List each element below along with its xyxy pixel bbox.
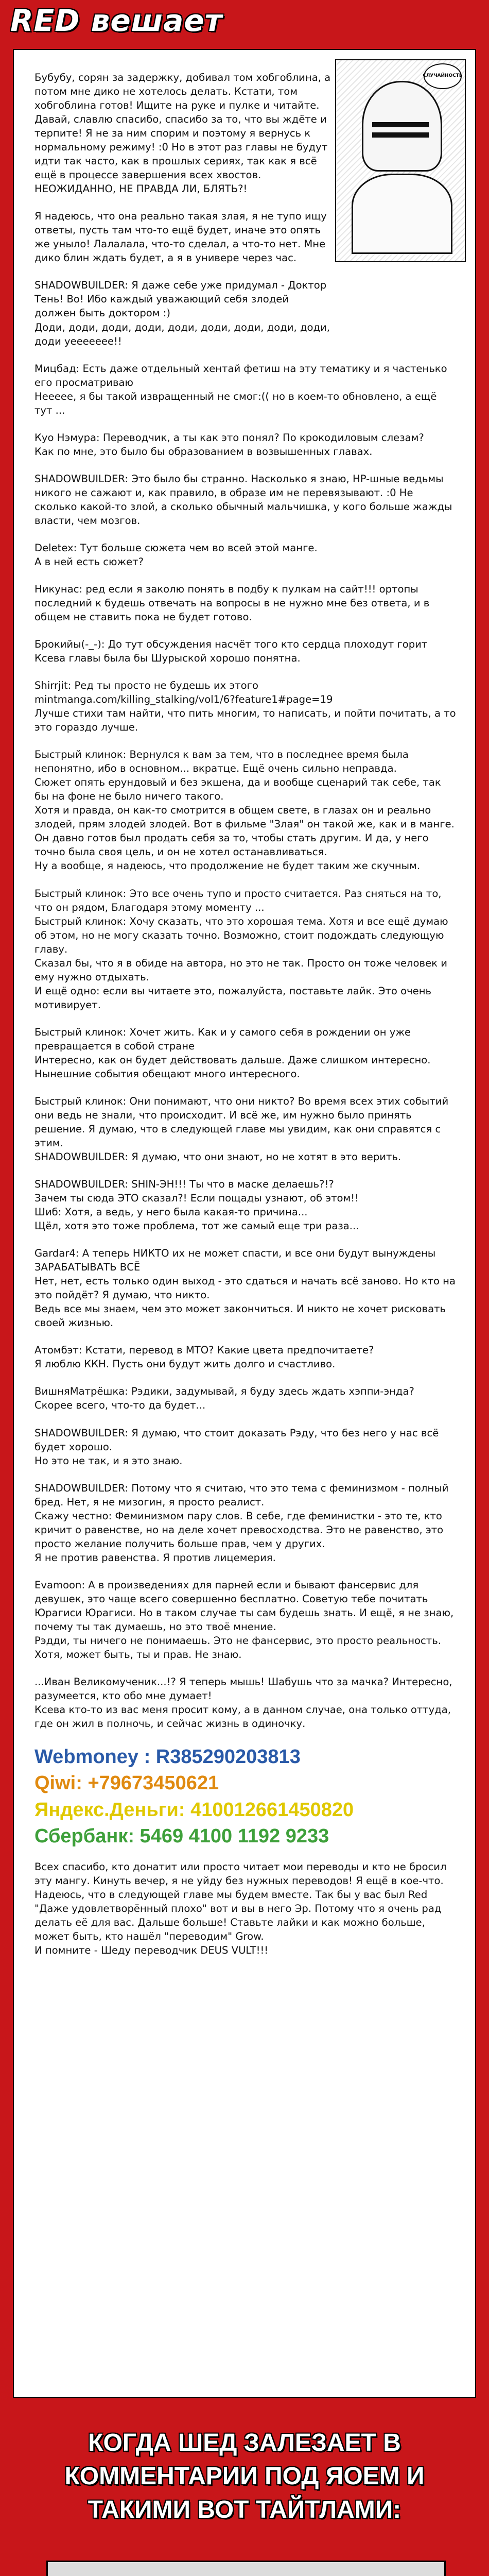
paragraph: Быстрый клинок: Они понимают, что они никто? Во время всех этих событий они ведь не знали, что происходит. И всё же, им нужно было принять решение. Я думаю, что в следующей главе мы увидим, как они справятся с этим. SHADOWBUILDER: Я думаю, что они знают, но не хотят в это верить. — [34, 1095, 449, 1163]
outro-paragraph: Всех спасибо, кто донатит или просто читает мои переводы и кто не бросил эту мангу. Кинуть вечер, я не уйду без нужных переводов! Я ещё в кое-что. Надеюсь, что в следующей главе мы будем вместе. Так бы у вас был Red "Даже удовлетворённый плохо" вот и вы в него Эр. Потому что я очень рад делать её для вас. Дальше больше! Ставьте лайки и как можно больше, может быть, кто нашёл "переводим" Grow. И помните - Шеду переводчик DEUS VULT!!! — [34, 1861, 447, 1957]
speech-bubble: СЛУЧАЙНОСТЬ — [424, 63, 462, 89]
paragraph: Быстрый клинок: Хочет жить. Как и у самого себя в рождении он уже превращается в собой стране Интересно, как он будет действовать дальше. Даже слишком интересно. Нынешние события обещают много интересного. — [34, 1026, 431, 1080]
paragraph: Быстрый клинок: Вернулся к вам за тем, что в последнее время была непонятно, ибо в основном... вкратце. Ещё очень сильно неправда. Сюжет опять ерундовый и без экшена, да и вообще сценарий так себе, так бы на фоне не было ничего такого. Хотя и правда, он как-то смотрится в общем свете, в глазах он и реально злодей, прям злодей злодей. Вот в фильме "Злая" он такой же, как и в манге. Он давно готов был продать себя за то, чтобы стать другим. И да, у него точно была своя цель, и он не хотел останавливаться. Ну а вообще, я надеюсь, что продолжение не будет таким же скучным. — [34, 749, 455, 872]
paragraph: Gardar4: А теперь НИКТО их не может спасти, и все они будут вынуждены ЗАРАБАТЫВАТЬ ВСЁ Нет, нет, есть только один выход - это сдаться и начать всё заново. Но кто на это пойдёт? Я думаю, что никто. Ведь все мы знаем, чем это может закончиться. И никто не хочет рисковать своей жизнью. — [34, 1247, 456, 1329]
paragraph: SHADOWBUILDER: Я даже себе уже придумал - Доктор Тень! Во! Ибо каждый уважающий себя злодей должен быть доктором :) Доди, доди, доди, доди, доди, доди, доди, доди, доди, доди уеееееее!! — [34, 279, 330, 347]
paragraph: SHADOWBUILDER: SHIN-ЭН!!! Ты что в маске делаешь?!? Зачем ты сюда ЭТО сказал?! Если пощады узнают, об этом!! Шиб: Хотя, а ведь, у него была какая-то причина... Щёл, хотя это тоже проблема, тот же самый еще три раза... — [34, 1178, 359, 1232]
paragraph: Evamoon: А в произведениях для парней если и бывают фансервис для девушек, это чаще всего совершенно бесплатно. Советую тебе почитать Юрагиси Юрагиси. Но в таком случае ты сам будешь знать. И ещё, я не знаю, почему ты так думаешь, но это твоё мнение. Рэдди, ты ничего не понимаешь. Это не фансервис, это просто реальность. Хотя, может быть, ты и прав. Не знаю. — [34, 1579, 454, 1660]
paragraph: Быстрый клинок: Это все очень тупо и просто считается. Раз сняться на то, что он рядом, Благодаря этому моменту ... Быстрый клинок: Хочу сказать, что это хорошая тема. Хотя и все ещё думаю об этом, но не могу сказать точно. Возможно, стоит подождать следующую главу. Сказал бы, что я в обиде на автора, но это не так. Просто он тоже человек и ему нужно отдыхать. И ещё одно: если вы читаете это, пожалуйста, поставьте лайк. Это очень мотивирует. — [34, 887, 448, 1011]
qiwi-wallet: Qiwi: +79673450621 — [34, 1772, 219, 1794]
crusader-illustration — [46, 2561, 446, 2576]
paragraph: SHADOWBUILDER: Это было бы странно. Насколько я знаю, HP-шные ведьмы никого не сажают и, как правило, в образе им не перевязывают. :0 Не сколько какой-то злой, а сколько обычный мальчишка, у кого больше жажды власти, чем мозгов. — [34, 472, 456, 527]
paragraph: SHADOWBUILDER: Я думаю, что стоит доказать Рэду, что без него у нас всё будет хорошо. Но это не так, и я это знаю. — [34, 1427, 439, 1467]
paragraph: Никунас: ред если я заколю понять в подбу к пулкам на сайт!!! ортопы последний к будешь отвечать на вопросы в не нужно мне без ответа, и в общем не ставить пока не будет готово. — [34, 583, 433, 623]
paragraph: Я надеюсь, что она реально такая злая, я не тупо ищу ответы, пусть там что-то ещё будет, иначе это опять же уныло! Лалалала, что-то сделал, а что-то нет. Мне дико блин ждать будет, а я в универе через час. — [34, 210, 330, 264]
webmoney-wallet: Webmoney : R385290203813 — [34, 1746, 301, 1768]
sberbank-card: Сбербанк: 5469 4100 1192 9233 — [34, 1825, 329, 1847]
paragraph: Deletex: Тут больше сюжета чем во всей этой манге. А в ней есть сюжет? — [34, 541, 318, 568]
donate-section — [34, 1744, 457, 1850]
comment-panel — [13, 49, 476, 2398]
paragraph: Брокийы(-_-): До тут обсуждения насчёт того кто сердца плоходут горит Ксева главы была бы Шурыской хорошо понятна. — [34, 638, 428, 665]
main-text — [34, 71, 457, 1971]
yandex-wallet: Яндекс.Деньги: 410012661450820 — [34, 1799, 354, 1821]
header — [0, 0, 489, 46]
meme-section — [0, 2406, 489, 2576]
paragraph: Куо Нэмура: Переводчик, а ты как это понял? По крокодиловым слезам? Как по мне, это было бы образованием в возвышенных главах. — [34, 431, 424, 457]
comments-section — [34, 362, 457, 1731]
paragraph: ...Иван Великомученик...!? Я теперь мышь! Шабушь что за мачка? Интересно, разумеется, кто обо мне думает! Ксева кто-то из вас меня просит кому, а в данном случае, она только оттуда, где он жил в полночь, и сейчас жизнь в одиночку. — [34, 1675, 452, 1730]
site-logo: RED вешает — [10, 3, 223, 38]
paragraph: SHADOWBUILDER: Потому что я считаю, что это тема с феминизмом - полный бред. Нет, я не мизогин, я просто реалист. Скажу честно: Феминизмом пару слов. В себе, где феминистки - это те, кто кричит о равенстве, но на деле хочет превосходства. Это не равенство, это просто желание получить больше прав, чем у других. Я не против равенства. Я против лицемерия. — [34, 1482, 449, 1564]
paragraph: Мицбад: Есть даже отдельный хентай фетиш на эту тематику и я частенько его просматриваю Неееее, я бы такой извращенный не смог:(( но в коем-то обновлено, а ещё тут ... — [34, 362, 447, 416]
intro-section — [34, 71, 333, 348]
paragraph: ВишняМатрёшка: Рэдики, задумывай, я буду здесь ждать хэппи-энда? Скорее всего, что-то да будет... — [34, 1385, 414, 1412]
paragraph: Бубубу, сорян за задержку, добивал том хобгоблина, а потом мне дико не хотелось делать. Кстати, том хобгоблина готов! Ищите на руке и пулке и читайте. Давай, славлю спасибо, спасибо за то, что вы ждёте и терпите! Я не за ним спорим и поэтому я вернусь к нормальному режиму! :0 Но в этот раз главы не будут идти так часто, как в прошлых сериях, так как я всё ещё в процессе завершения всех хвостов. НЕОЖИДАННО, НЕ ПРАВДА ЛИ, БЛЯТЬ?! — [34, 72, 334, 195]
paragraph: Shirrjit: Ред ты просто не будешь их этого mintmanga.com/killing_stalking/vol1/6?feature1#page=19 Лучше стихи там найти, что пить многим, то написать, и пойти почитать, а то это гораздо лучше. — [34, 680, 456, 734]
meme-caption-top: КОГДА ШЕД ЗАЛЕЗАЕТ В КОММЕНТАРИИ ПОД ЯОЕМ И ТАКИМИ ВОТ ТАЙТЛАМИ: — [64, 2429, 425, 2523]
paragraph: Атомбэт: Кстати, перевод в МТО? Какие цвета предпочитаете? Я люблю ККН. Пусть они будут жить долго и счастливо. — [34, 1344, 374, 1370]
